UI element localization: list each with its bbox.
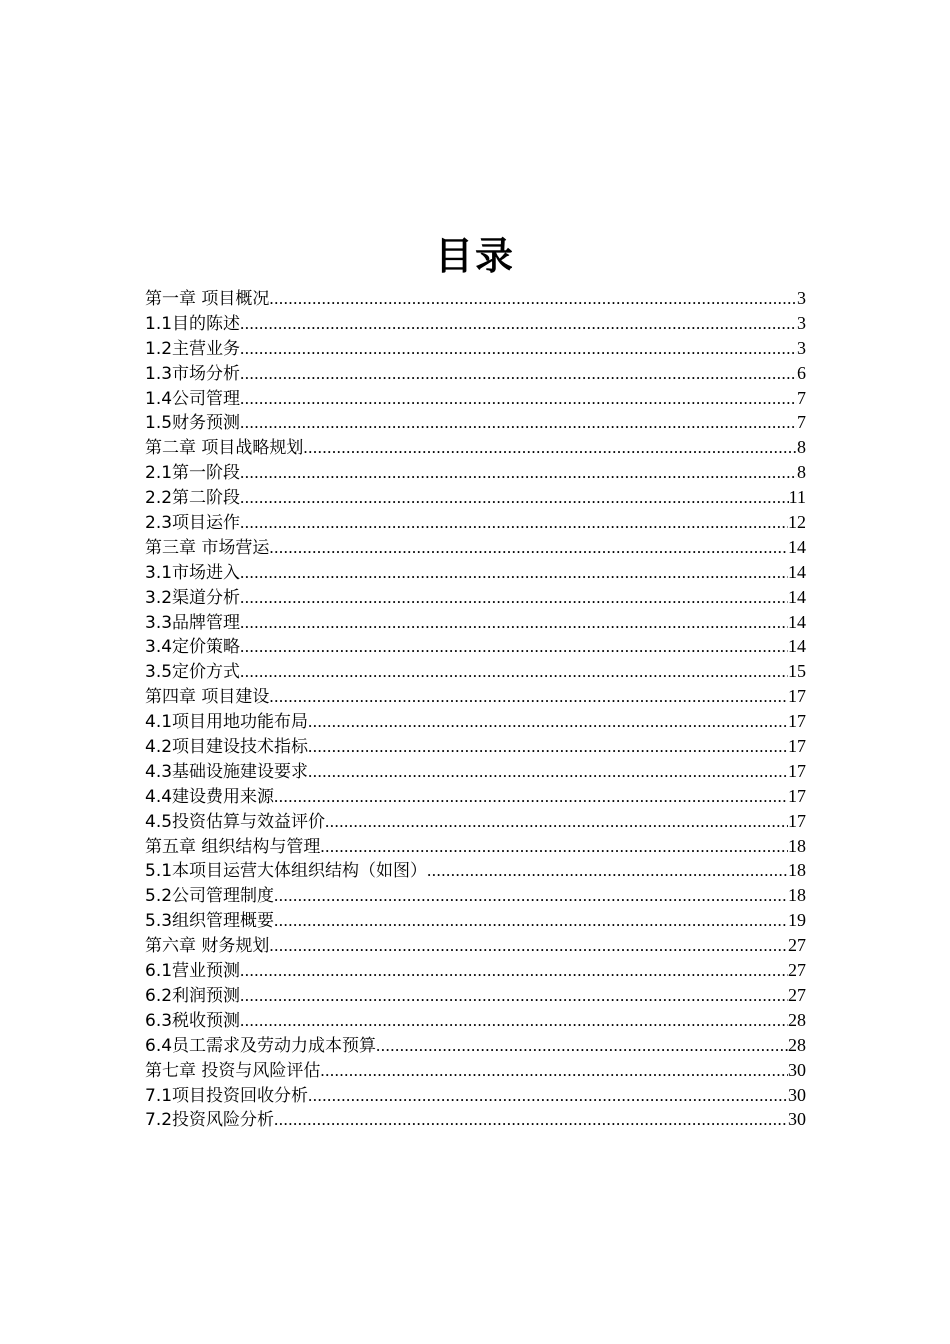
toc-page-number: 17	[788, 736, 806, 757]
toc-page-number: 17	[788, 810, 806, 831]
toc-section-entry[interactable]	[145, 634, 806, 659]
toc-dot-leader	[240, 387, 797, 411]
toc-entry-label: 第三章 市场营运	[145, 537, 270, 558]
toc-entry-label: 第五章 组织结构与管理	[145, 836, 321, 857]
toc-entry-label: 3.1市场进入	[145, 562, 241, 583]
table-of-contents	[145, 286, 806, 1132]
toc-page-number: 30	[788, 1109, 806, 1130]
toc-page-number: 28	[788, 1009, 806, 1030]
toc-page-number: 18	[788, 885, 806, 906]
toc-section-entry[interactable]	[145, 784, 806, 809]
toc-dot-leader	[240, 461, 797, 485]
toc-section-entry[interactable]	[145, 858, 806, 883]
toc-entry-label: 4.4建设费用来源	[145, 786, 275, 807]
toc-entry-label: 7.2投资风险分析	[145, 1110, 275, 1131]
toc-entry-label: 第二章 项目战略规划	[145, 438, 304, 459]
toc-page-number: 14	[788, 611, 806, 632]
toc-page-number: 8	[797, 462, 806, 483]
toc-section-entry[interactable]	[145, 1083, 806, 1108]
toc-page-number: 27	[788, 984, 806, 1005]
toc-page-number: 7	[797, 387, 806, 408]
toc-dot-leader	[240, 1009, 788, 1033]
toc-chapter-entry[interactable]	[145, 834, 806, 859]
toc-dot-leader	[303, 436, 797, 460]
toc-entry-label: 5.3组织管理概要	[145, 911, 275, 932]
toc-page-number: 28	[788, 1034, 806, 1055]
toc-page-number: 30	[788, 1084, 806, 1105]
toc-dot-leader	[240, 486, 789, 510]
toc-entry-label: 1.5财务预测	[145, 413, 241, 434]
toc-page-number: 18	[788, 860, 806, 881]
toc-title: 目录	[434, 234, 515, 278]
toc-dot-leader	[274, 909, 788, 933]
toc-section-entry[interactable]	[145, 336, 806, 361]
toc-entry-label: 1.3市场分析	[145, 363, 241, 384]
toc-dot-leader	[240, 411, 797, 435]
toc-dot-leader	[269, 536, 788, 560]
toc-section-entry[interactable]	[145, 311, 806, 336]
toc-entry-label: 2.1第一阶段	[145, 463, 241, 484]
toc-entry-label: 5.2公司管理制度	[145, 886, 275, 907]
toc-dot-leader	[308, 1084, 788, 1108]
toc-entry-label: 6.4员工需求及劳动力成本预算	[145, 1035, 377, 1056]
toc-dot-leader	[269, 287, 797, 311]
toc-entry-label: 5.1本项目运营大体组织结构（如图）	[145, 861, 428, 882]
toc-entry-label: 3.3品牌管理	[145, 612, 241, 633]
toc-section-entry[interactable]	[145, 460, 806, 485]
toc-section-entry[interactable]	[145, 485, 806, 510]
toc-dot-leader	[308, 760, 788, 784]
toc-entry-label: 6.2利润预测	[145, 985, 241, 1006]
toc-chapter-entry[interactable]	[145, 933, 806, 958]
toc-page-number: 30	[788, 1059, 806, 1080]
toc-section-entry[interactable]	[145, 709, 806, 734]
toc-dot-leader	[274, 884, 788, 908]
toc-entry-label: 6.3税收预测	[145, 1010, 241, 1031]
toc-entry-label: 第六章 财务规划	[145, 936, 270, 957]
toc-dot-leader	[274, 785, 788, 809]
toc-dot-leader	[240, 312, 797, 336]
toc-page-number: 19	[788, 910, 806, 931]
toc-page-number: 17	[788, 760, 806, 781]
toc-dot-leader	[240, 959, 788, 983]
toc-page-number: 27	[788, 935, 806, 956]
toc-entry-label: 第四章 项目建设	[145, 687, 270, 708]
toc-dot-leader	[320, 835, 788, 859]
toc-entry-label: 2.3项目运作	[145, 513, 241, 534]
toc-entry-label: 1.2主营业务	[145, 338, 241, 359]
toc-section-entry[interactable]	[145, 883, 806, 908]
toc-entry-label: 4.2项目建设技术指标	[145, 737, 309, 758]
toc-dot-leader	[240, 635, 788, 659]
toc-page-number: 14	[788, 586, 806, 607]
toc-dot-leader	[269, 934, 788, 958]
toc-dot-leader	[240, 611, 788, 635]
toc-page-number: 14	[788, 561, 806, 582]
toc-section-entry[interactable]	[145, 759, 806, 784]
toc-chapter-entry[interactable]	[145, 535, 806, 560]
toc-page-number: 6	[797, 362, 806, 383]
toc-section-entry[interactable]	[145, 585, 806, 610]
toc-section-entry[interactable]	[145, 1033, 806, 1058]
toc-dot-leader	[325, 810, 788, 834]
toc-page-number: 7	[797, 412, 806, 433]
toc-section-entry[interactable]	[145, 560, 806, 585]
toc-page-number: 17	[788, 711, 806, 732]
toc-dot-leader	[240, 337, 797, 361]
toc-page-number: 8	[797, 437, 806, 458]
toc-section-entry[interactable]	[145, 510, 806, 535]
toc-dot-leader	[274, 1108, 788, 1132]
toc-section-entry[interactable]	[145, 386, 806, 411]
toc-dot-leader	[240, 586, 788, 610]
toc-section-entry[interactable]	[145, 1008, 806, 1033]
toc-entry-label: 3.5定价方式	[145, 662, 241, 683]
toc-entry-label: 4.1项目用地功能布局	[145, 712, 309, 733]
toc-dot-leader	[240, 561, 788, 585]
toc-section-entry[interactable]	[145, 734, 806, 759]
toc-page-number: 17	[788, 785, 806, 806]
toc-page-number: 18	[788, 835, 806, 856]
toc-dot-leader	[427, 859, 788, 883]
toc-section-entry[interactable]	[145, 1107, 806, 1132]
toc-dot-leader	[376, 1034, 788, 1058]
toc-dot-leader	[240, 511, 788, 535]
toc-page-number: 11	[788, 487, 806, 508]
toc-section-entry[interactable]	[145, 809, 806, 834]
toc-chapter-entry[interactable]	[145, 435, 806, 460]
toc-entry-label: 第一章 项目概况	[145, 289, 270, 309]
toc-entry-label: 1.4公司管理	[145, 388, 241, 409]
toc-entry-label: 3.2渠道分析	[145, 587, 241, 608]
toc-dot-leader	[240, 660, 788, 684]
toc-chapter-entry[interactable]	[145, 1058, 806, 1083]
toc-entry-label: 7.1项目投资回收分析	[145, 1085, 309, 1106]
toc-dot-leader	[240, 984, 788, 1008]
toc-entry-label: 第七章 投资与风险评估	[145, 1060, 321, 1081]
toc-section-entry[interactable]	[145, 659, 806, 684]
toc-section-entry[interactable]	[145, 908, 806, 933]
toc-entry-label: 4.5投资估算与效益评价	[145, 811, 326, 832]
toc-page-number: 3	[797, 312, 806, 333]
toc-section-entry[interactable]	[145, 610, 806, 635]
toc-page-number: 12	[788, 512, 806, 533]
toc-page-number: 3	[797, 288, 806, 308]
toc-dot-leader	[308, 710, 788, 734]
toc-section-entry[interactable]	[145, 410, 806, 435]
toc-page-number: 14	[788, 636, 806, 657]
toc-chapter-entry[interactable]	[145, 286, 806, 311]
toc-entry-label: 4.3基础设施建设要求	[145, 761, 309, 782]
toc-dot-leader	[308, 735, 788, 759]
toc-entry-label: 1.1目的陈述	[145, 313, 241, 334]
toc-dot-leader	[320, 1059, 788, 1083]
toc-chapter-entry[interactable]	[145, 684, 806, 709]
toc-page-number: 17	[788, 686, 806, 707]
toc-page-number: 14	[788, 536, 806, 557]
toc-section-entry[interactable]	[145, 361, 806, 386]
toc-section-entry[interactable]	[145, 958, 806, 983]
toc-dot-leader	[269, 685, 788, 709]
toc-entry-label: 6.1营业预测	[145, 961, 241, 982]
toc-page-number: 3	[797, 337, 806, 358]
toc-page-number: 27	[788, 960, 806, 981]
toc-page-number: 15	[788, 661, 806, 682]
toc-entry-label: 3.4定价策略	[145, 637, 241, 658]
toc-section-entry[interactable]	[145, 983, 806, 1008]
toc-entry-label: 2.2第二阶段	[145, 488, 241, 509]
toc-dot-leader	[240, 362, 797, 386]
